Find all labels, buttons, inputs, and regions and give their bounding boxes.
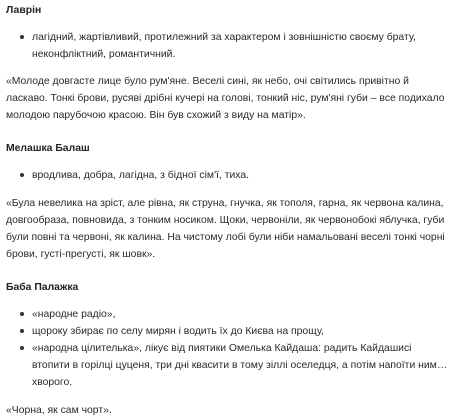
bullet-item: щороку збирає по селу мирян і водить їх до Києва на прощу, — [20, 323, 452, 340]
section-title-lavrin: Лаврін — [6, 5, 42, 16]
section-title-melashka: Мелашка Балаш — [6, 143, 90, 154]
section-melashka — [6, 140, 452, 263]
section-title-baba-palazhka: Баба Палажка — [6, 282, 79, 293]
document-page — [0, 2, 460, 416]
bullet-item: лагідний, жартівливий, протилежний за характером і зовнішністю своєму брату, неконфліктний, романтичний. — [20, 29, 452, 63]
section-lavrin — [6, 2, 452, 124]
bullet-list-melashka — [6, 167, 452, 184]
bullet-list-baba-palazhka — [6, 306, 452, 391]
section-baba-palazhka — [6, 279, 452, 419]
bullet-item: «народне радіо», — [20, 306, 452, 323]
quote-baba-palazhka: «Чорна, як сам чорт». — [6, 405, 112, 416]
bullet-list-lavrin — [6, 29, 452, 63]
quote-melashka: «Була невелика на зріст, але рівна, як струна, гнучка, як тополя, гарна, як червона калина, довгообраза, повновида, з тонким носиком. Щоки, червоніли, як червонобокі яблучка, губи були повні та червоні, як калина. На чистому лобі були ніби намальовані веселі тонкі чорні брови, густі-прегусті, як шовк». — [6, 198, 445, 260]
quote-lavrin: «Молоде довгасте лице було рум'яне. Веселі сині, як небо, очі світились привітно й ласкаво. Тонкі брови, русяві дрібні кучері на голові, тонкий ніс, рум'яні губи – все подихало молодою парубочою красою. Він був схожий з виду на матір». — [6, 76, 445, 121]
bullet-item: «народна цілителька», лікує від пиятики Омелька Кайдаша: радить Кайдашисі втопити в горілці цуценя, три дні квасити в тому зіллі оселедця, а потім напоїти ним… хворого. — [20, 340, 452, 391]
bullet-item: вродлива, добра, лагідна, з бідної сім'ї, тиха. — [20, 167, 452, 184]
